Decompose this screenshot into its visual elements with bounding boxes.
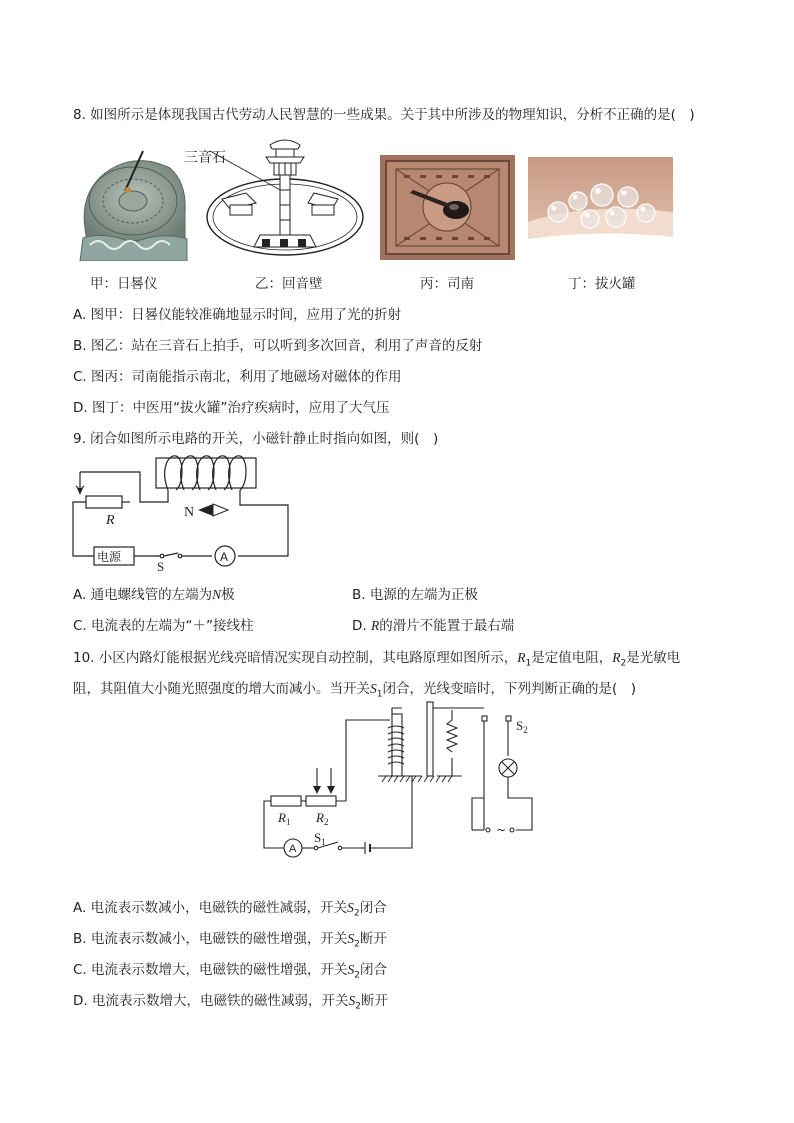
q10-stem-line1: 10. 小区内路灯能根据光线亮暗情况实现自动控制，其电路原理如图所示，$R_1$是定值电阻，$R_2$是光敏电 [73, 650, 681, 669]
caption-yi: 乙：回音壁 [255, 276, 323, 292]
q9-option-b: B. 电源的左端为正极 [352, 587, 478, 603]
echo-wall-image [200, 135, 365, 261]
q10-s2-label: $S_2$ [516, 718, 528, 735]
q8-option-d: D. 图丁：中医用“拔火罐”治疗疾病时，应用了大气压 [73, 400, 390, 416]
q9-circuit-diagram [70, 450, 300, 574]
q10-option-a: A. 电流表示数减小，电磁铁的磁性减弱，开关$S_2$闭合 [73, 900, 387, 919]
q9-needle-n-label: N [184, 505, 195, 520]
caption-ding: 丁：拔火罐 [568, 276, 636, 292]
q9-option-d: D. R的滑片不能置于最右端 [352, 618, 515, 634]
q9-ammeter-label: A [220, 550, 229, 564]
q8-option-b: B. 图乙：站在三音石上拍手，可以听到多次回音，利用了声音的反射 [73, 338, 483, 354]
q8-option-a: A. 图甲：日晷仪能较准确地显示时间，应用了光的折射 [73, 307, 402, 323]
q10-option-d: D. 电流表示数增大，电磁铁的磁性减弱，开关$S_2$断开 [73, 993, 388, 1012]
q9-rheostat-label: R [106, 513, 115, 528]
compass-image [380, 155, 515, 260]
caption-bing: 丙：司南 [420, 276, 474, 292]
cupping-image [528, 157, 673, 259]
q8-stem: 8. 如图所示是体现我国古代劳动人民智慧的一些成果。关于其中所涉及的物理知识，分析不正确的是( ) [73, 107, 695, 123]
q10-ammeter-label: A [289, 843, 297, 855]
san-yin-shi-label: 三音石 [184, 150, 226, 166]
q10-r2-label: $R_2$ [316, 810, 329, 827]
q10-r1-label: $R_1$ [278, 810, 291, 827]
q9-option-c: C. 电流表的左端为“＋”接线柱 [73, 618, 254, 634]
q10-ac-source-label: ~ [496, 823, 507, 837]
q10-option-b: B. 电流表示数减小，电磁铁的磁性增强，开关$S_2$断开 [73, 931, 387, 950]
q8-option-c: C. 图丙：司南能指示南北，利用了地磁场对磁体的作用 [73, 369, 402, 385]
q9-stem: 9. 闭合如图所示电路的开关，小磁针静止时指向如图，则( ) [73, 431, 439, 447]
q9-power-source-label: 电源 [97, 550, 122, 564]
q9-option-a: A. 通电螺线管的左端为N极 [73, 587, 235, 603]
sundial-image [75, 143, 190, 261]
q9-switch-label: S [157, 559, 165, 574]
caption-jia: 甲：日晷仪 [90, 276, 158, 292]
q10-circuit-diagram [262, 698, 537, 863]
q10-stem-line2: 阻，其阻值大小随光照强度的增大而减小。当开关$S_1$闭合，光线变暗时，下列判断正确的是( ) [73, 681, 637, 700]
q10-option-c: C. 电流表示数增大，电磁铁的磁性增强，开关$S_2$闭合 [73, 962, 387, 981]
q10-s1-label: $S_1$ [314, 830, 326, 847]
